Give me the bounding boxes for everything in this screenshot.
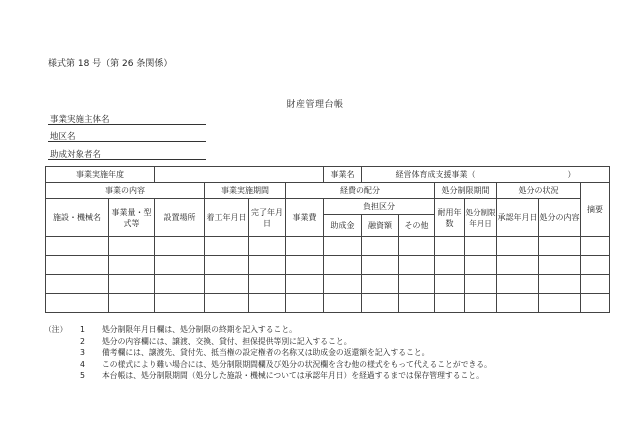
table-cell[interactable] xyxy=(155,237,205,256)
table-cell[interactable] xyxy=(362,275,399,294)
table-cell[interactable] xyxy=(539,275,581,294)
table-cell[interactable] xyxy=(465,237,497,256)
table-cell[interactable] xyxy=(155,256,205,275)
start-date-header: 着工年月日 xyxy=(205,199,249,237)
table-cell[interactable] xyxy=(249,294,286,313)
table-cell[interactable] xyxy=(497,294,539,313)
table-cell[interactable] xyxy=(435,275,465,294)
table-cell[interactable] xyxy=(581,294,610,313)
table-cell[interactable] xyxy=(435,256,465,275)
note-number: 3 xyxy=(80,348,85,357)
table-cell[interactable] xyxy=(109,237,155,256)
table-cell[interactable] xyxy=(286,256,324,275)
note-text: 備考欄には、譲渡先、貸付先、抵当権の設定権者の名称又は助成金の返還額を記入すること。 xyxy=(102,348,430,357)
note-number: 5 xyxy=(80,371,85,380)
table-cell[interactable] xyxy=(155,294,205,313)
durable-years-header: 耐用年数 xyxy=(435,199,465,237)
table-cell[interactable] xyxy=(46,237,109,256)
disposal-status-group-header: 処分の状況 xyxy=(497,183,581,199)
document-title: 財産管理台帳 xyxy=(286,100,344,110)
notes-lead: （注） xyxy=(44,325,68,334)
year-value xyxy=(155,167,324,183)
table-row xyxy=(46,237,610,256)
table-cell[interactable] xyxy=(362,237,399,256)
subsidy-recipient-line xyxy=(48,159,206,160)
note-item xyxy=(44,370,492,382)
table-cell[interactable] xyxy=(286,237,324,256)
other-header: その他 xyxy=(399,215,435,237)
location-header: 設置場所 xyxy=(155,199,205,237)
table-cell[interactable] xyxy=(465,275,497,294)
project-cost-header: 事業費 xyxy=(286,199,324,237)
note-text: この様式により難い場合には、処分制限期間欄及び処分の状況欄を含む他の様式をもって代えることができる。 xyxy=(102,359,492,369)
disposal-period-group-header: 処分制限期間 xyxy=(435,183,497,199)
project-name-label: 事業名 xyxy=(324,167,362,183)
implementing-entity-label: 事業実施主体名 xyxy=(50,115,110,125)
table-cell[interactable] xyxy=(109,256,155,275)
table-cell[interactable] xyxy=(205,294,249,313)
period-group-header: 事業実施期間 xyxy=(205,183,286,199)
note-text: 本台帳は、処分制限期間（処分した施設・機械については承認年月日）を経過するまでは保存管理すること。 xyxy=(102,371,484,380)
table-cell[interactable] xyxy=(435,237,465,256)
table-cell[interactable] xyxy=(497,256,539,275)
table-cell[interactable] xyxy=(465,256,497,275)
table-cell[interactable] xyxy=(362,294,399,313)
implementing-entity-line xyxy=(48,124,206,125)
table-cell[interactable] xyxy=(46,294,109,313)
table-cell[interactable] xyxy=(399,294,435,313)
table-cell[interactable] xyxy=(581,237,610,256)
table-cell[interactable] xyxy=(249,256,286,275)
table-cell[interactable] xyxy=(497,237,539,256)
table-cell[interactable] xyxy=(324,275,362,294)
note-item xyxy=(44,359,492,371)
table-cell[interactable] xyxy=(399,275,435,294)
table-cell[interactable] xyxy=(324,237,362,256)
table-row xyxy=(46,275,610,294)
summary-header: 摘要 xyxy=(581,183,610,237)
year-label: 事業実施年度 xyxy=(46,167,155,183)
note-number: 1 xyxy=(80,325,85,334)
table-cell[interactable] xyxy=(465,294,497,313)
facility-name-header: 施設・機械名 xyxy=(46,199,109,237)
table-cell[interactable] xyxy=(497,275,539,294)
project-name-close: ） xyxy=(567,170,576,179)
table-cell[interactable] xyxy=(205,237,249,256)
table-cell[interactable] xyxy=(324,294,362,313)
disposal-limit-date-header: 処分制限年月日 xyxy=(465,199,497,237)
table-cell[interactable] xyxy=(155,275,205,294)
approval-date-header: 承認年月日 xyxy=(497,199,539,237)
cost-group-header: 経費の配分 xyxy=(286,183,435,199)
table-cell[interactable] xyxy=(539,294,581,313)
note-number: 4 xyxy=(80,359,85,369)
table-row xyxy=(46,256,610,275)
content-group-header: 事業の内容 xyxy=(46,183,205,199)
table-cell[interactable] xyxy=(399,237,435,256)
table-cell[interactable] xyxy=(249,237,286,256)
end-date-header: 完了年月日 xyxy=(249,199,286,237)
table-cell[interactable] xyxy=(109,294,155,313)
property-ledger-table xyxy=(45,166,610,313)
sub-header-row xyxy=(46,199,610,215)
table-cell[interactable] xyxy=(539,237,581,256)
note-number: 2 xyxy=(80,336,85,346)
table-cell[interactable] xyxy=(46,275,109,294)
table-cell[interactable] xyxy=(286,294,324,313)
table-cell[interactable] xyxy=(399,256,435,275)
note-text: 処分制限年月日欄は、処分制限の終期を記入すること。 xyxy=(102,325,297,334)
subsidy-header: 助成金 xyxy=(324,215,362,237)
burden-header: 負担区分 xyxy=(324,199,435,215)
notes-section xyxy=(44,324,492,382)
subsidy-recipient-label: 助成対象者名 xyxy=(50,150,102,160)
table-cell[interactable] xyxy=(109,275,155,294)
note-text: 処分の内容欄には、譲渡、交換、貸付、担保提供等別に記入すること。 xyxy=(102,336,352,346)
table-cell[interactable] xyxy=(249,275,286,294)
table-cell[interactable] xyxy=(324,256,362,275)
project-name-cell xyxy=(362,167,610,183)
project-name-value: 経営体育成支援事業（ xyxy=(395,170,476,179)
district-name-label: 地区名 xyxy=(50,132,76,142)
table-cell[interactable] xyxy=(435,294,465,313)
table-cell[interactable] xyxy=(205,256,249,275)
table-cell[interactable] xyxy=(362,256,399,275)
note-item xyxy=(44,347,492,359)
note-item xyxy=(44,336,492,348)
district-name-line xyxy=(48,141,206,142)
group-header-row xyxy=(46,183,610,199)
quantity-type-header: 事業量・型式等 xyxy=(109,199,155,237)
table-cell[interactable] xyxy=(46,256,109,275)
table-cell[interactable] xyxy=(539,256,581,275)
table-cell[interactable] xyxy=(581,275,610,294)
disposal-content-header: 処分の内容 xyxy=(539,199,581,237)
table-cell[interactable] xyxy=(286,275,324,294)
table-row xyxy=(46,294,610,313)
note-item xyxy=(44,324,492,336)
year-row xyxy=(46,167,610,183)
table-cell[interactable] xyxy=(205,275,249,294)
form-number: 様式第 18 号（第 26 条関係） xyxy=(48,59,173,69)
loan-header: 融資額 xyxy=(362,215,399,237)
table-cell[interactable] xyxy=(581,256,610,275)
